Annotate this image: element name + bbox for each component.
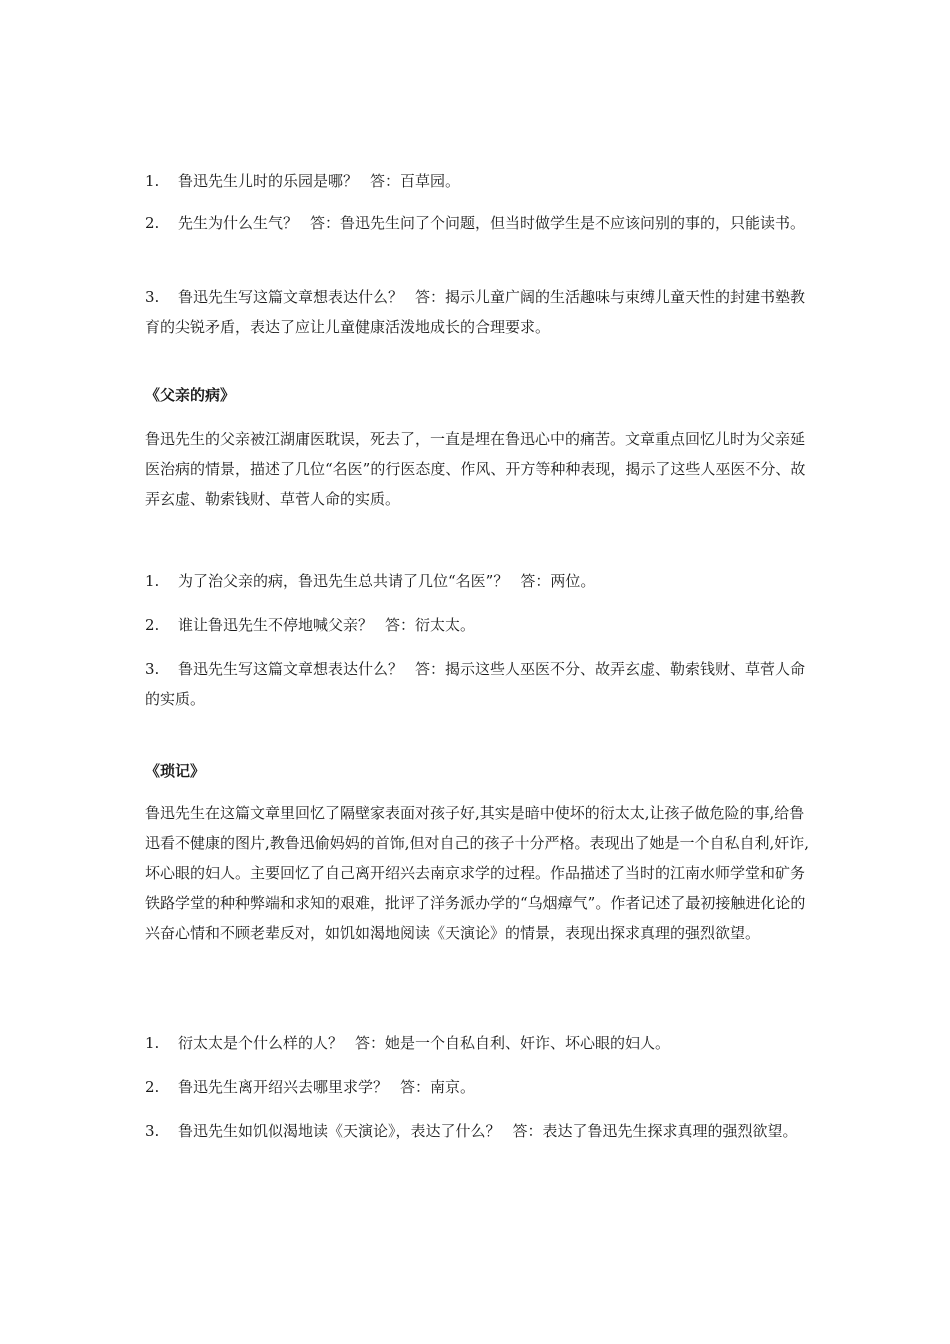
- question-number: 1.: [145, 1034, 160, 1052]
- question-number: 3.: [145, 1122, 160, 1140]
- section-summary-suoji: 鲁迅先生在这篇文章里回忆了隔壁家表面对孩子好,其实是暗中使坏的衍太太,让孩子做危险的事,给鲁迅看不健康的图片,教鲁迅偷妈妈的首饰,但对自己的孩子十分严格。表现出了她是一个自私自利,奸诈,坏心眼的妇人。主要回忆了自己离开绍兴去南京求学的过程。作品描述了当时的江南水师学堂和矿务铁路学堂的种种弊端和求知的艰难，批评了洋务派办学的“乌烟瘴气”。作者记述了最初接触进化论的兴奋心情和不顾老辈反对，如饥如渴地阅读《天演论》的情景，表现出探求真理的强烈欲望。: [145, 804, 810, 942]
- question-text: 先生为什么生气？: [178, 214, 299, 232]
- answer-text: 答：鲁迅先生问了个问题，但当时做学生是不应该问别的事的，只能读书。: [310, 214, 806, 232]
- question-3: [145, 654, 810, 714]
- answer-text: 答：揭示儿童广阔的生活趣味与束缚儿童天性的封建书塾教育的尖锐矛盾，表达了应让儿童健康活泼地成长的合理要求。: [145, 288, 806, 336]
- question-text: 衍太太是个什么样的人？: [178, 1034, 344, 1052]
- question-text: 鲁迅先生儿时的乐园是哪？: [178, 172, 359, 190]
- question-text: 鲁迅先生离开绍兴去哪里求学？: [178, 1078, 389, 1096]
- answer-text: 答：百草园。: [370, 172, 461, 190]
- question-number: 1.: [145, 172, 160, 190]
- question-number: 2.: [145, 214, 160, 232]
- section-title-fuqin: 《父亲的病》: [145, 386, 236, 404]
- answer-text: 答：表达了鲁迅先生探求真理的强烈欲望。: [512, 1122, 798, 1140]
- question-text: 为了治父亲的病，鲁迅先生总共请了几位“名医”？: [178, 572, 509, 590]
- question-number: 2.: [145, 616, 160, 634]
- question-3: [145, 1116, 810, 1146]
- question-number: 3.: [145, 660, 160, 678]
- question-text: 鲁迅先生如饥似渴地读《天演论》，表达了什么？: [178, 1122, 501, 1140]
- question-2: [145, 208, 810, 238]
- question-1: [145, 166, 810, 196]
- question-2: [145, 610, 810, 640]
- question-number: 3.: [145, 288, 160, 306]
- answer-text: 答：揭示这些人巫医不分、故弄玄虚、勒索钱财、草菅人命的实质。: [145, 660, 806, 708]
- answer-text: 答：两位。: [520, 572, 596, 590]
- question-1: [145, 566, 810, 596]
- question-number: 1.: [145, 572, 160, 590]
- question-2: [145, 1072, 810, 1102]
- question-1: [145, 1028, 810, 1058]
- answer-text: 答：她是一个自私自利、奸诈、坏心眼的妇人。: [355, 1034, 671, 1052]
- section-summary-fuqin: 鲁迅先生的父亲被江湖庸医耽误，死去了，一直是埋在鲁迅心中的痛苦。文章重点回忆儿时为父亲延医治病的情景，描述了几位“名医”的行医态度、作风、开方等种种表现，揭示了这些人巫医不分、故弄玄虚、勒索钱财、草菅人命的实质。: [145, 430, 806, 508]
- question-number: 2.: [145, 1078, 160, 1096]
- question-3: [145, 282, 810, 342]
- question-text: 谁让鲁迅先生不停地喊父亲？: [178, 616, 374, 634]
- answer-text: 答：南京。: [400, 1078, 476, 1096]
- answer-text: 答：衍太太。: [385, 616, 476, 634]
- question-text: 鲁迅先生写这篇文章想表达什么？: [178, 288, 404, 306]
- section-title-suoji: 《琐记》: [145, 762, 206, 780]
- question-text: 鲁迅先生写这篇文章想表达什么？: [178, 660, 404, 678]
